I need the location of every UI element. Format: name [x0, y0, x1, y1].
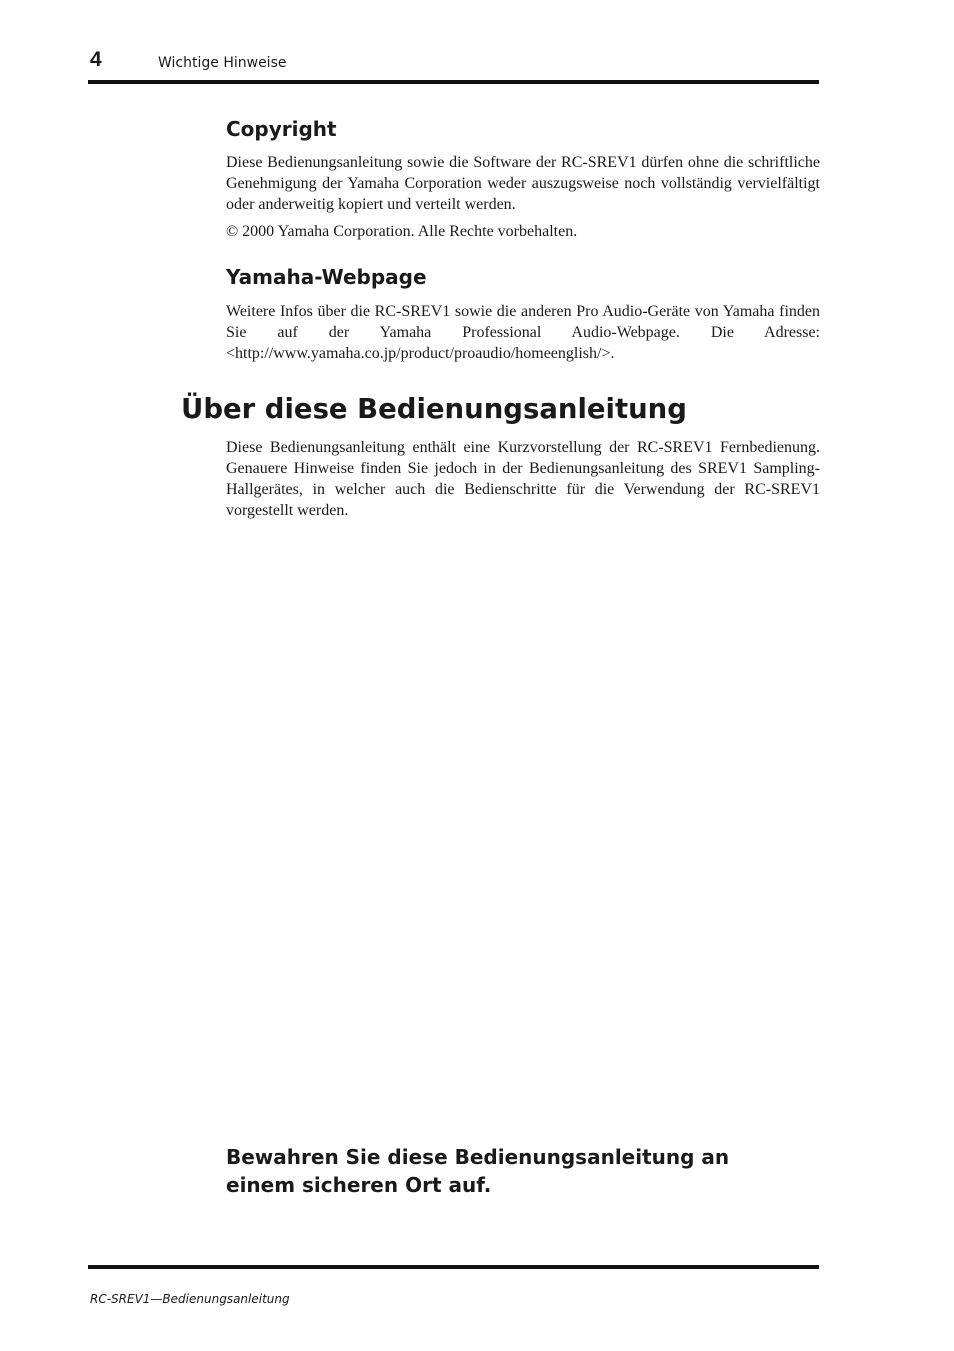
- running-header-title: Wichtige Hinweise: [158, 55, 287, 71]
- storage-notice: Bewahren Sie diese Bedienungsanleitung an einem sicheren Ort auf.: [226, 1145, 730, 1197]
- copyright-heading: Copyright: [226, 117, 337, 141]
- footer-rule: [88, 1265, 819, 1269]
- about-paragraph: Diese Bedienungsanleitung enthält eine Kurzvorstellung der RC-SREV1 Fernbedienung. Genauere Hinweise finden Sie jedoch in der Bedienungsanleitung des SREV1 Sampling-Hallgerätes, in welcher auch die Bedienschritte für die Verwendung der RC-SREV1 vorgestellt werden.: [226, 439, 820, 519]
- footer-title: RC-SREV1—Bedienungsanleitung: [90, 1292, 290, 1306]
- webpage-heading: Yamaha-Webpage: [226, 265, 427, 289]
- webpage-paragraph: Weitere Infos über die RC-SREV1 sowie die anderen Pro Audio-Geräte von Yamaha finden Sie auf der Yamaha Professional Audio-Webpage. Die Adresse: <http://www.yamaha.co.jp/product/proaudio/homeenglish/>.: [226, 303, 820, 362]
- about-heading: Über diese Bedienungsanleitung: [181, 393, 687, 425]
- copyright-notice: © 2000 Yamaha Corporation. Alle Rechte vorbehalten.: [226, 223, 578, 240]
- header-rule: [88, 80, 819, 84]
- about-section: [226, 437, 820, 521]
- page-number: 4: [90, 48, 102, 71]
- copyright-section: [226, 116, 820, 242]
- webpage-section: [226, 264, 820, 364]
- copyright-paragraph: Diese Bedienungsanleitung sowie die Software der RC-SREV1 dürfen ohne die schriftliche Genehmigung der Yamaha Corporation weder auszugsweise noch vollständig vervielfältigt oder anderweitig kopiert und verteilt werden.: [226, 154, 820, 213]
